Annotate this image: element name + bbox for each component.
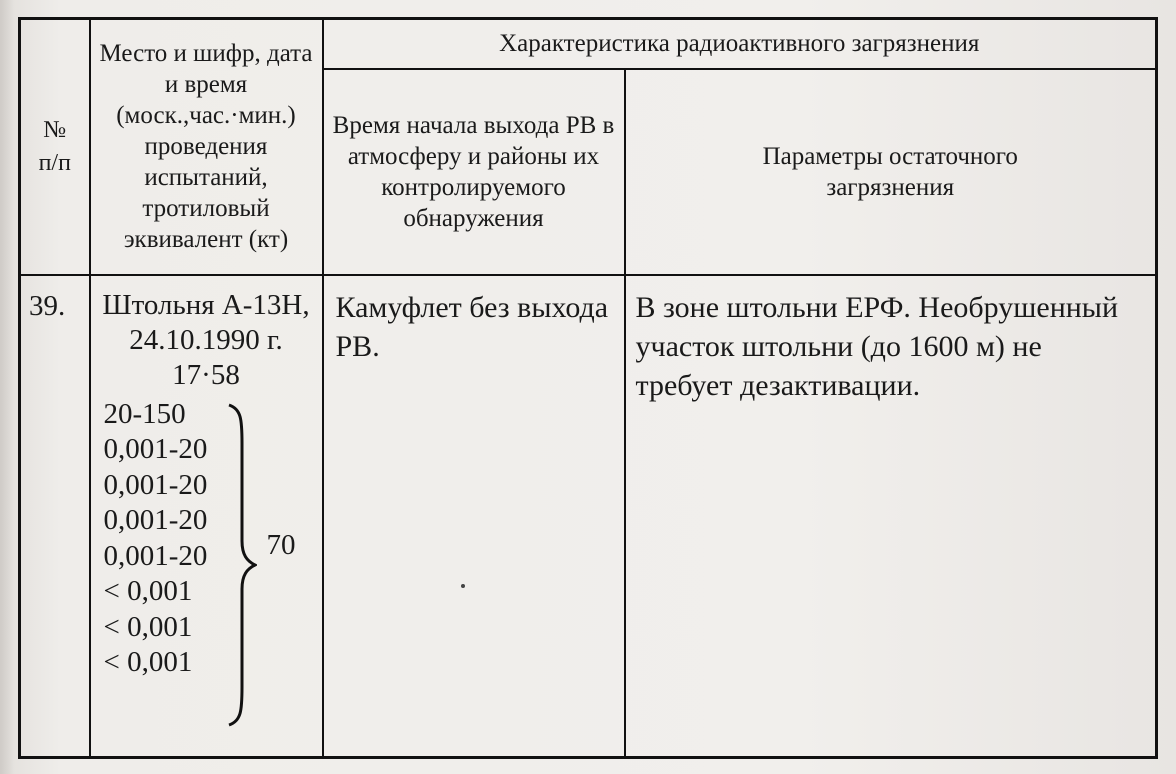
scan-speck bbox=[461, 584, 465, 588]
row-number: 39. bbox=[20, 275, 90, 758]
header-release-time: Время начала выхода РВ в атмосферу и районы их контролируемого обнаружения bbox=[323, 69, 625, 275]
yield-list bbox=[104, 397, 208, 681]
table-row bbox=[20, 275, 1157, 758]
yield-value: < 0,001 bbox=[103, 575, 193, 607]
header-number: № п/п bbox=[20, 19, 90, 275]
yield-value: 20-150 bbox=[103, 397, 186, 430]
yield-value: 0,001-20 bbox=[103, 433, 208, 465]
header-parameters: Параметры остаточного загрязнения bbox=[625, 69, 1157, 275]
yield-value: < 0,001 bbox=[103, 610, 193, 643]
yield-value: 0,001-20 bbox=[103, 468, 208, 501]
yield-group bbox=[91, 397, 322, 727]
test-time: 17·58 bbox=[172, 358, 240, 391]
header-place: Место и шифр, дата и время (моск.,час.·мин.) проведения испытаний, тротиловый эквивалент (кт) bbox=[90, 19, 323, 275]
scan-shadow bbox=[0, 0, 14, 774]
row-place-cell bbox=[90, 275, 323, 758]
yield-value: < 0,001 bbox=[103, 646, 193, 678]
header-characteristic: Характеристика радиоактивного загрязнения bbox=[323, 19, 1157, 69]
yield-value: 0,001-20 bbox=[103, 504, 208, 536]
right-brace-icon bbox=[227, 403, 257, 727]
contamination-table bbox=[18, 17, 1158, 759]
yield-value: 0,001-20 bbox=[103, 539, 208, 572]
total-yield: 70 bbox=[266, 528, 296, 561]
test-date: 24.10.1990 г. bbox=[129, 323, 283, 356]
parameters-cell: В зоне штольни ЕРФ. Необрушенный участок штольни (до 1600 м) не требует дезактивации. bbox=[625, 275, 1157, 758]
test-site: Штольня А-13Н, bbox=[102, 288, 310, 321]
release-cell: Камуфлет без выхода РВ. bbox=[323, 275, 625, 758]
